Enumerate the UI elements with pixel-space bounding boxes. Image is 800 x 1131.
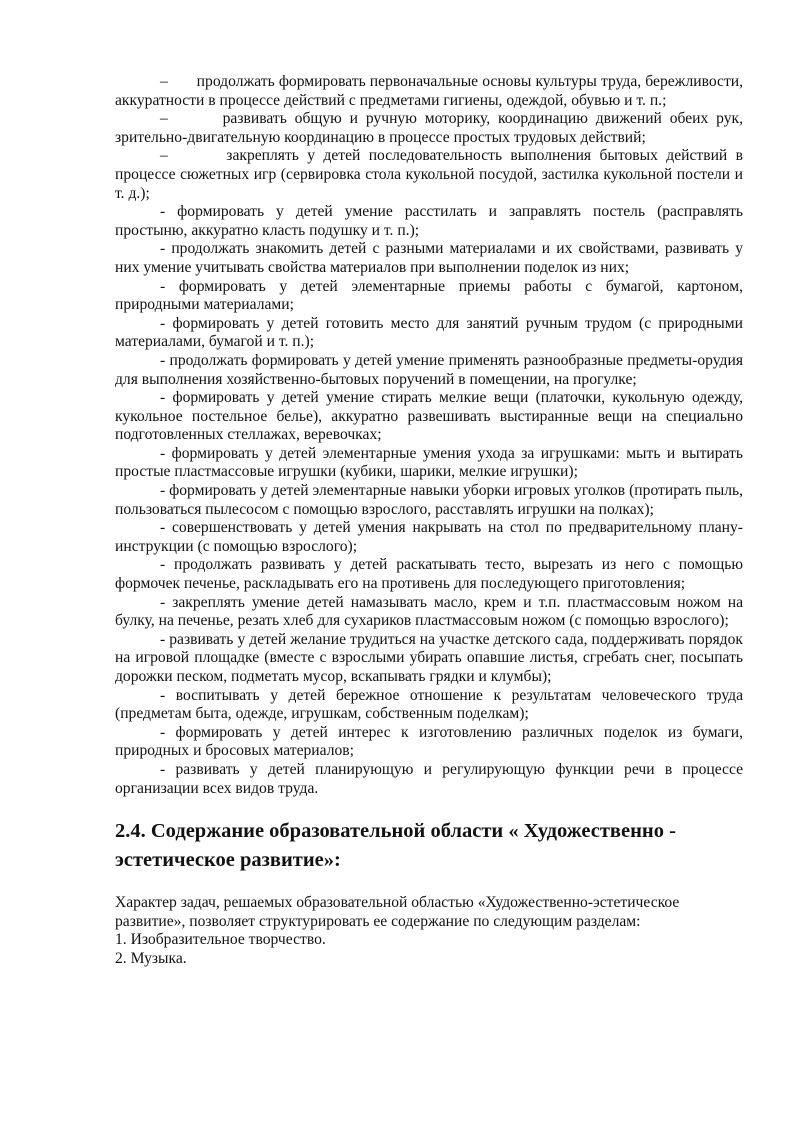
labor-tasks-list bbox=[115, 73, 743, 798]
intro-line: Характер задач, решаемых образовательной областью «Художественно-эстетическое bbox=[115, 894, 680, 912]
list-item: - формировать у детей интерес к изготовлению различных поделок из бумаги, природных и бросовых материалов; bbox=[115, 723, 743, 760]
section-item-visual-art: 1. Изобразительное творчество. bbox=[115, 931, 326, 949]
intro-line: развитие», позволяет структурировать ее содержание по следующим разделам: bbox=[115, 912, 641, 930]
list-item: - формировать у детей готовить место для занятий ручным трудом (с природными материалами, бумагой и т. п.); bbox=[115, 314, 743, 351]
list-item: - закреплять умение детей намазывать масло, крем и т.п. пластмассовым ножом на булку, на печенье, резать хлеб для сухариков пластмассовым ножом (с помощью взрослого); bbox=[115, 593, 743, 630]
list-item: - продолжать знакомить детей с разными материалами и их свойствами, развивать у них умение учитывать свойства материалов при выполнении поделок из них; bbox=[115, 240, 743, 276]
list-item: – развивать общую и ручную моторику, координацию движений обеих рук, зрительно-двигательную координацию в процессе простых трудовых действий; bbox=[115, 110, 743, 146]
section-item-music: 2. Музыка. bbox=[115, 949, 187, 967]
list-item: - продолжать формировать у детей умение применять разнообразные предметы-орудия для выполнения хозяйственно-бытовых поручений в помещении, на прогулке; bbox=[115, 351, 743, 388]
section-heading-line: 2.4. Содержание образовательной области « Художественно - bbox=[115, 820, 676, 843]
document-page bbox=[115, 73, 743, 969]
section-heading-line: эстетическое развитие»: bbox=[115, 849, 341, 872]
list-item: - воспитывать у детей бережное отношение к результатам человеческого труда (предметам быта, одежде, игрушкам, собственным поделкам); bbox=[115, 686, 743, 723]
list-item: – закреплять у детей последовательность выполнения бытовых действий в процессе сюжетных игр (сервировка стола кукольной посудой, застилка кукольной постели и т. д.); bbox=[115, 147, 743, 202]
list-item: - совершенствовать у детей умения накрывать на стол по предварительному плану-инструкции (с помощью взрослого); bbox=[115, 519, 743, 555]
list-item: – продолжать формировать первоначальные основы культуры труда, бережливости, аккуратности в процессе действий с предметами гигиены, одеждой, обувью и т. п.; bbox=[115, 73, 743, 109]
list-item: - формировать у детей умение расстилать и заправлять постель (расправлять простыню, аккуратно класть подушку и т. п.); bbox=[115, 203, 743, 239]
list-item: - развивать у детей планирующую и регулирующую функции речи в процессе организации всех видов труда. bbox=[115, 760, 743, 797]
list-item: - формировать у детей элементарные навыки уборки игровых уголков (протирать пыль, пользоваться пылесосом с помощью взрослого, расставлять игрушки на полках); bbox=[115, 482, 743, 518]
list-item: - формировать у детей элементарные умения ухода за игрушками: мыть и вытирать простые пластмассовые игрушки (кубики, шарики, мелкие игрушки); bbox=[115, 444, 743, 481]
section-heading bbox=[115, 817, 743, 875]
list-item: - развивать у детей желание трудиться на участке детского сада, поддерживать порядок на игровой площадке (вместе с взрослыми убирать опавшие листья, сгребать снег, посыпать дорожки песком, подметать мусор, вскапывать грядки и клумбы); bbox=[115, 630, 743, 685]
list-item: - продолжать развивать у детей раскатывать тесто, вырезать из него с помощью формочек печенье, раскладывать его на противень для последующего приготовления; bbox=[115, 556, 743, 593]
list-item: - формировать у детей умение стирать мелкие вещи (платочки, кукольную одежду, кукольное постельное белье), аккуратно развешивать выстиранные вещи на специально подготовленных стеллажах, веревочках; bbox=[115, 389, 743, 444]
section-intro bbox=[115, 894, 707, 968]
list-item: - формировать у детей элементарные приемы работы с бумагой, картоном, природными материалами; bbox=[115, 277, 743, 314]
